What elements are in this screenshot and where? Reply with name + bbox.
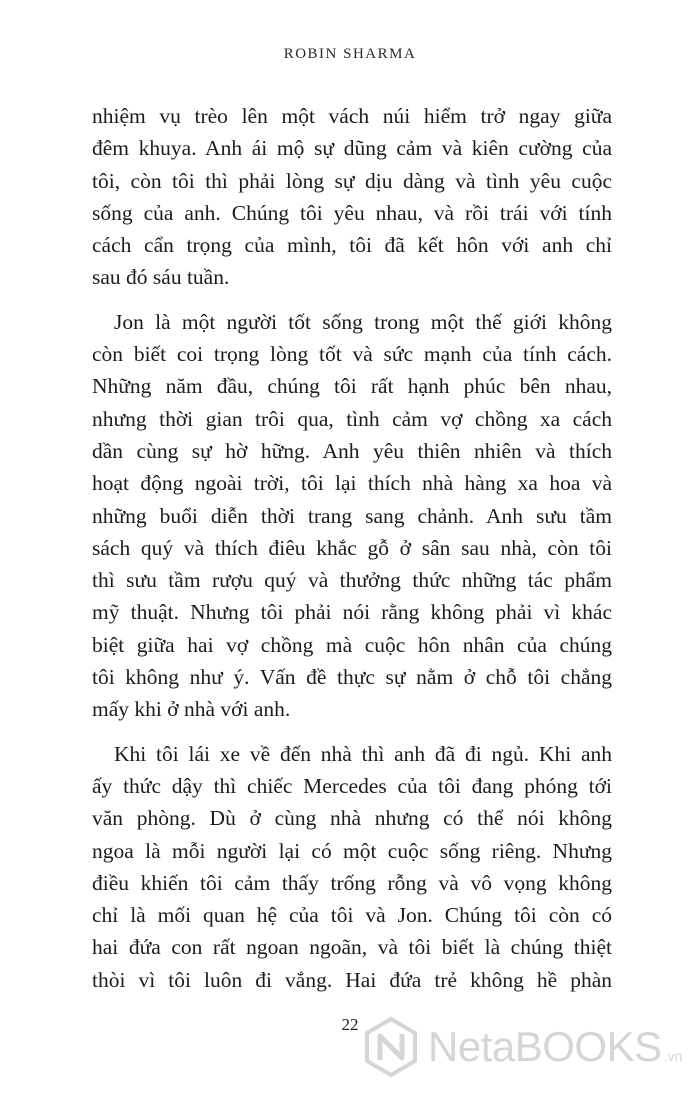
text-line: sau đó sáu tuần. <box>92 265 230 290</box>
page-number: 22 <box>341 1015 359 1034</box>
text-line: hai đứa con rất ngoan ngoãn, và tôi biết là chúng thiệt <box>92 935 612 960</box>
paragraph <box>92 738 612 996</box>
text-line: sống của anh. Chúng tôi yêu nhau, và rồi trái với tính <box>92 200 612 225</box>
text-line: tôi không như ý. Vấn đề thực sự nằm ở chỗ tôi chẳng <box>92 665 612 690</box>
text-line: điều khiến tôi cảm thấy trống rỗng và vô vọng không <box>92 870 612 895</box>
text-line: ấy thức dậy thì chiếc Mercedes của tôi đang phóng tới <box>92 773 612 798</box>
watermark-suffix: .vn <box>663 1048 683 1064</box>
watermark <box>360 1012 690 1082</box>
page-body <box>92 100 612 1008</box>
text-line: Khi tôi lái xe về đến nhà thì anh đã đi ngủ. Khi anh <box>114 741 612 766</box>
paragraph <box>92 100 612 294</box>
running-header: ROBIN SHARMA <box>283 46 417 62</box>
neta-logo-icon <box>360 1016 422 1078</box>
text-line: ngoa là mỗi người lại có một cuộc sống riêng. Nhưng <box>92 838 612 863</box>
text-line: sách quý và thích điêu khắc gỗ ở sân sau nhà, còn tôi <box>92 535 612 560</box>
text-line: thì sưu tầm rượu quý và thưởng thức những tác phẩm <box>92 568 612 593</box>
paragraph <box>92 306 612 726</box>
text-line: chỉ là mối quan hệ của tôi và Jon. Chúng tôi còn có <box>92 903 612 928</box>
text-line: tôi, còn tôi thì phải lòng sự dịu dàng và tình yêu cuộc <box>92 168 612 193</box>
text-line: Jon là một người tốt sống trong một thế giới không <box>114 309 612 334</box>
text-line: Những năm đầu, chúng tôi rất hạnh phúc bên nhau, <box>92 374 612 399</box>
text-line: văn phòng. Dù ở cùng nhà nhưng có thể nói không <box>92 806 612 831</box>
text-line: mỹ thuật. Nhưng tôi phải nói rằng không phải vì khác <box>92 600 612 625</box>
text-line: nhưng thời gian trôi qua, tình cảm vợ chồng xa cách <box>92 406 612 431</box>
text-line: thòi vì tôi luôn đi vắng. Hai đứa trẻ không hề phàn <box>92 967 612 992</box>
watermark-brand: NetaBOOKS <box>428 1023 662 1070</box>
text-line: những buổi diễn thời trang sang chảnh. Anh sưu tầm <box>92 503 612 528</box>
text-line: biệt giữa hai vợ chồng mà cuộc hôn nhân của chúng <box>92 632 612 657</box>
text-line: đêm khuya. Anh ái mộ sự dũng cảm và kiên cường của <box>92 136 612 161</box>
text-line: dần cùng sự hờ hững. Anh yêu thiên nhiên và thích <box>92 438 612 463</box>
text-line: nhiệm vụ trèo lên một vách núi hiểm trở ngay giữa <box>92 104 612 128</box>
text-line: mấy khi ở nhà với anh. <box>92 697 291 722</box>
text-line: hoạt động ngoài trời, tôi lại thích nhà hàng xa hoa và <box>92 471 612 496</box>
text-line: còn biết coi trọng lòng tốt và sức mạnh của tính cách. <box>92 342 612 367</box>
text-line: cách cẩn trọng của mình, tôi đã kết hôn với anh chỉ <box>92 233 612 258</box>
